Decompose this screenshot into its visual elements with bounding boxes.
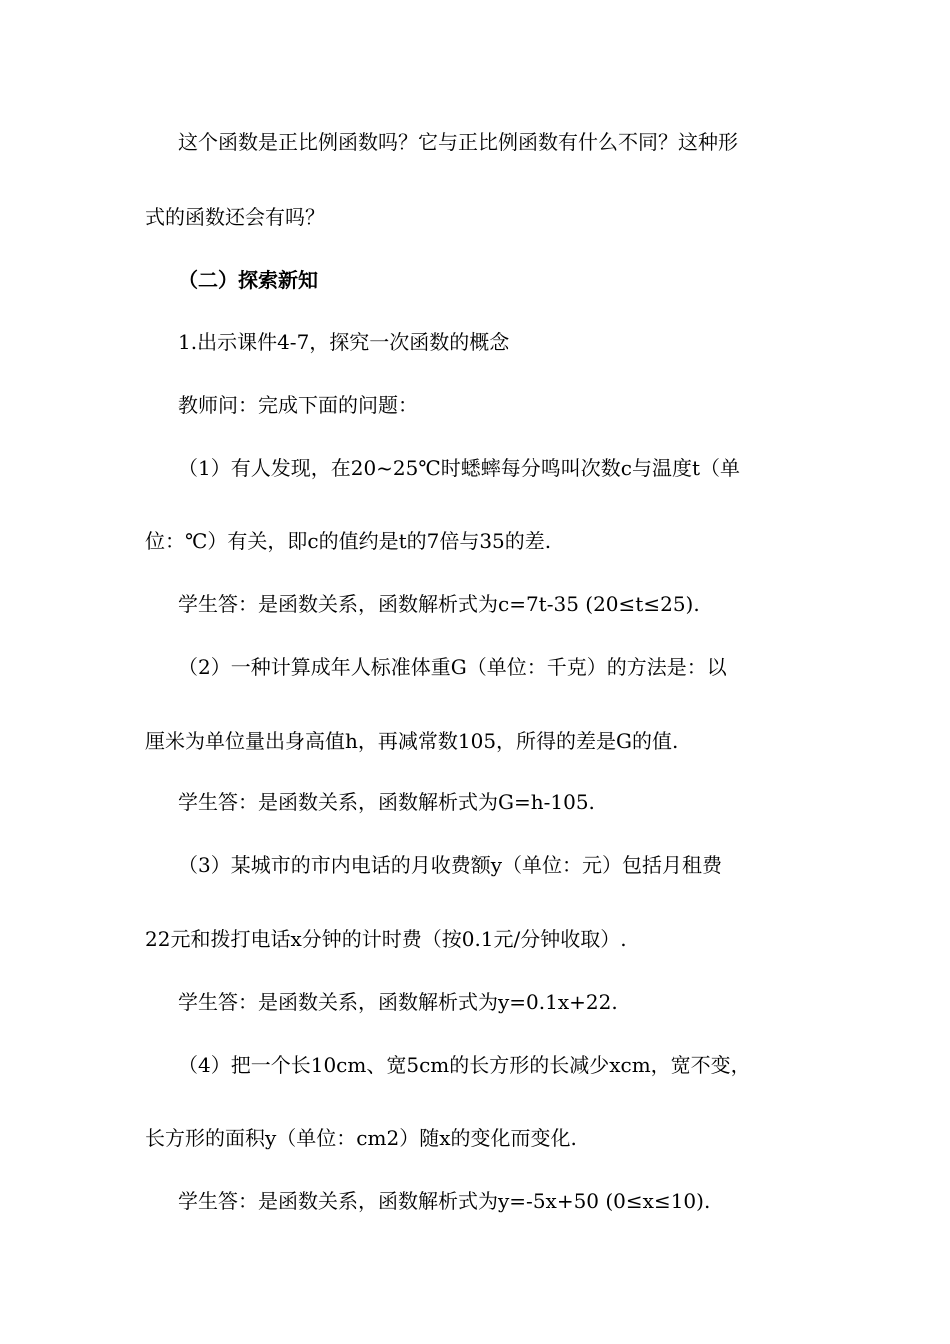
paragraph-line-1: 这个函数是正比例函数吗？它与正比例函数有什么不同？这种形	[178, 130, 738, 154]
question-2-line-1: （2）一种计算成年人标准体重G（单位：千克）的方法是：以	[178, 655, 727, 679]
answer-1: 学生答：是函数关系，函数解析式为c=7t-35 (20≤t≤25).	[178, 592, 700, 616]
question-1-line-1: （1）有人发现，在20~25℃时蟋蟀每分鸣叫次数c与温度t（单	[178, 456, 740, 480]
question-2-line-2: 厘米为单位量出身高值h，再减常数105，所得的差是G的值.	[145, 729, 679, 753]
question-4-line-2: 长方形的面积y（单位：cm2）随x的变化而变化.	[145, 1126, 577, 1150]
question-4-line-1: （4）把一个长10cm、宽5cm的长方形的长减少xcm，宽不变，	[178, 1053, 751, 1077]
answer-3: 学生答：是函数关系，函数解析式为y=0.1x+22.	[178, 990, 618, 1014]
paragraph-line-2: 式的函数还会有吗？	[145, 205, 325, 229]
section-heading: （二）探索新知	[178, 268, 318, 292]
paragraph-line-5: 教师问：完成下面的问题：	[178, 393, 418, 417]
paragraph-line-4: 1.出示课件4-7，探究一次函数的概念	[178, 330, 510, 354]
question-3-line-1: （3）某城市的市内电话的月收费额y（单位：元）包括月租费	[178, 853, 723, 877]
answer-4: 学生答：是函数关系，函数解析式为y=-5x+50 (0≤x≤10).	[178, 1189, 711, 1213]
question-3-line-2: 22元和拨打电话x分钟的计时费（按0.1元/分钟收取）.	[145, 927, 627, 951]
answer-2: 学生答：是函数关系，函数解析式为G=h-105.	[178, 790, 595, 814]
question-1-line-2: 位：℃）有关，即c的值约是t的7倍与35的差.	[145, 529, 552, 553]
